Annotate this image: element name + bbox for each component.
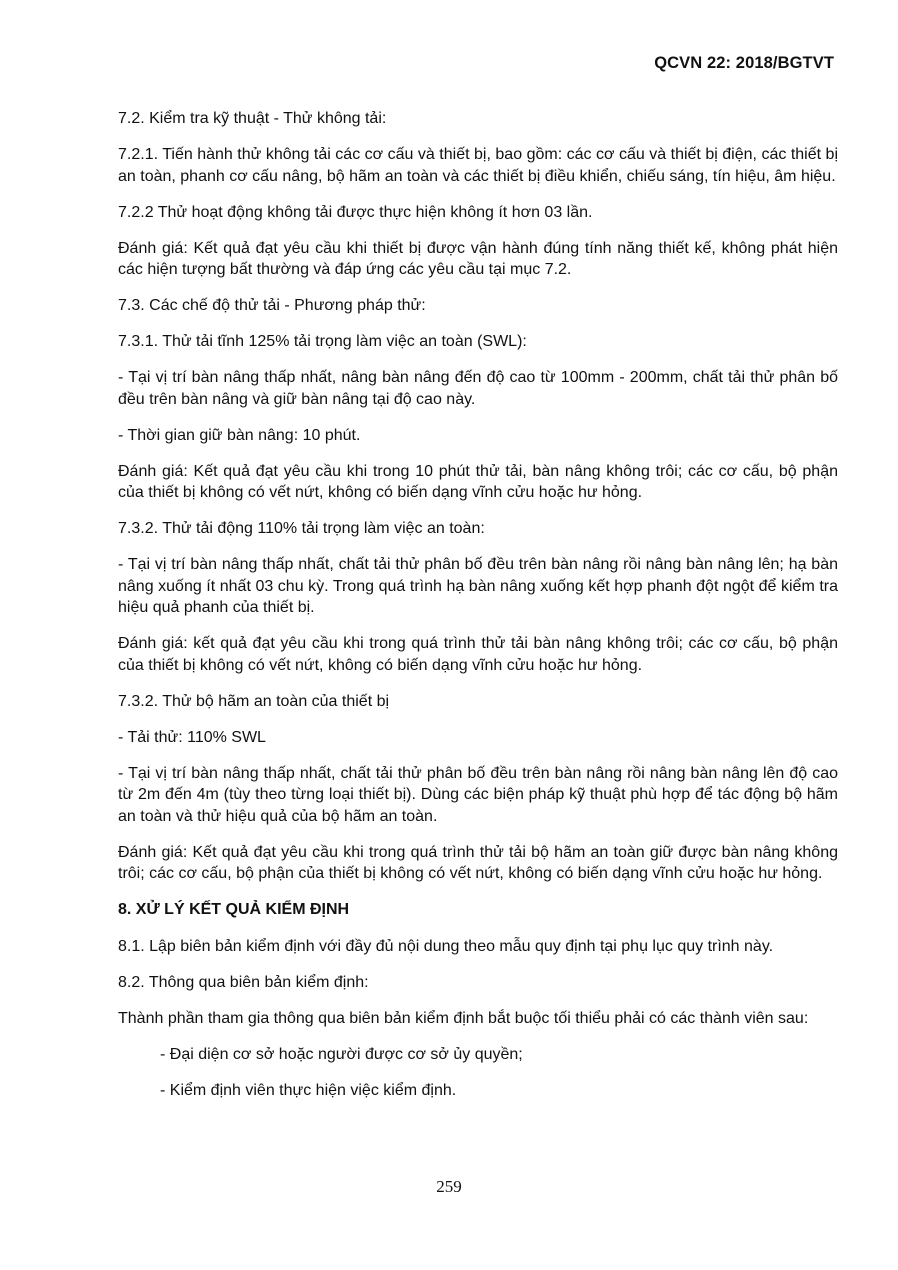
section-7-3-heading: 7.3. Các chế độ thử tải - Phương pháp thử: xyxy=(118,297,426,314)
evaluation-7-3-2-dynamic: Đánh giá: kết quả đạt yêu cầu khi trong quá trình thử tải bàn nâng không trôi; các cơ cấu, bộ phận của thiết bị không có vết nứt, không có biến dạng vĩnh cửu hoặc hư hỏng. xyxy=(118,635,838,674)
safety-brake-procedure: - Tại vị trí bàn nâng thấp nhất, chất tải thử phân bố đều trên bàn nâng rồi nâng bàn nâng lên độ cao từ 2m đến 4m (tùy theo từng loại thiết bị). Dùng các biện pháp kỹ thuật phù hợp để tác động bộ hãm an toàn và thử hiệu quả của bộ hãm an toàn. xyxy=(118,764,838,825)
paragraph-7-3-2-dynamic: 7.3.2. Thử tải động 110% tải trọng làm việc an toàn: xyxy=(118,520,485,537)
dynamic-test-procedure: - Tại vị trí bàn nâng thấp nhất, chất tải thử phân bố đều trên bàn nâng rồi nâng bàn nâng lên; hạ bàn nâng xuống ít nhất 03 chu kỳ. Trong quá trình hạ bàn nâng xuống kết hợp phanh đột ngột để kiểm tra hiệu quả phanh của thiết bị. xyxy=(118,556,838,616)
static-test-hold-time: - Thời gian giữ bàn nâng: 10 phút. xyxy=(118,426,361,444)
paragraph-8-1: 8.1. Lập biên bản kiểm định với đầy đủ nội dung theo mẫu quy định tại phụ lục quy trình này. xyxy=(118,937,774,955)
evaluation-safety-brake: Đánh giá: Kết quả đạt yêu cầu khi trong quá trình thử tải bộ hãm an toàn giữ được bàn nâng không trôi; các cơ cấu, bộ phận của thiết bị không có vết nứt, không có biến dạng vĩnh cửu hoặc hư hỏng. xyxy=(118,843,838,882)
evaluation-7-3-1: Đánh giá: Kết quả đạt yêu cầu khi trong 10 phút thử tải, bàn nâng không trôi; các cơ cấu, bộ phận của thiết bị không có vết nứt, không có biến dạng vĩnh cửu hoặc hư hỏng. xyxy=(118,462,838,501)
paragraph-7-2-2: 7.2.2 Thử hoạt động không tải được thực hiện không ít hơn 03 lần. xyxy=(118,203,593,221)
section-8-heading: 8. XỬ LÝ KẾT QUẢ KIỂM ĐỊNH xyxy=(118,901,350,918)
participant-item-inspector: - Kiểm định viên thực hiện việc kiểm định. xyxy=(160,1081,457,1099)
static-test-procedure: - Tại vị trí bàn nâng thấp nhất, nâng bàn nâng đến độ cao từ 100mm - 200mm, chất tải thử phân bố đều trên bàn nâng và giữ bàn nâng tại độ cao này. xyxy=(118,369,838,408)
paragraph-8-2: 8.2. Thông qua biên bản kiểm định: xyxy=(118,973,369,991)
participants-paragraph: Thành phần tham gia thông qua biên bản kiểm định bắt buộc tối thiểu phải có các thành viên sau: xyxy=(118,1009,809,1027)
section-7-2-heading: 7.2. Kiểm tra kỹ thuật - Thử không tải: xyxy=(118,110,387,127)
document-code-header: QCVN 22: 2018/BGTVT xyxy=(654,54,834,72)
paragraph-7-3-2-safety-brake: 7.3.2. Thử bộ hãm an toàn của thiết bị xyxy=(118,692,390,710)
document-body xyxy=(118,108,838,1116)
participant-item-facility: - Đại diện cơ sở hoặc người được cơ sở ủy quyền; xyxy=(160,1045,523,1063)
page-number: 259 xyxy=(436,1177,462,1196)
paragraph-7-3-1: 7.3.1. Thử tải tĩnh 125% tải trọng làm việc an toàn (SWL): xyxy=(118,333,527,350)
paragraph-7-2-1: 7.2.1. Tiến hành thử không tải các cơ cấu và thiết bị, bao gồm: các cơ cấu và thiết bị điện, các thiết bị an toàn, phanh cơ cấu nâng, bộ hãm an toàn và các thiết bị điều khiển, chiếu sáng, tín hiệu, âm hiệu. xyxy=(118,146,838,185)
test-load: - Tải thử: 110% SWL xyxy=(118,728,266,746)
evaluation-7-2: Đánh giá: Kết quả đạt yêu cầu khi thiết bị được vận hành đúng tính năng thiết kế, không phát hiện các hiện tượng bất thường và đáp ứng các yêu cầu tại mục 7.2. xyxy=(118,239,838,278)
